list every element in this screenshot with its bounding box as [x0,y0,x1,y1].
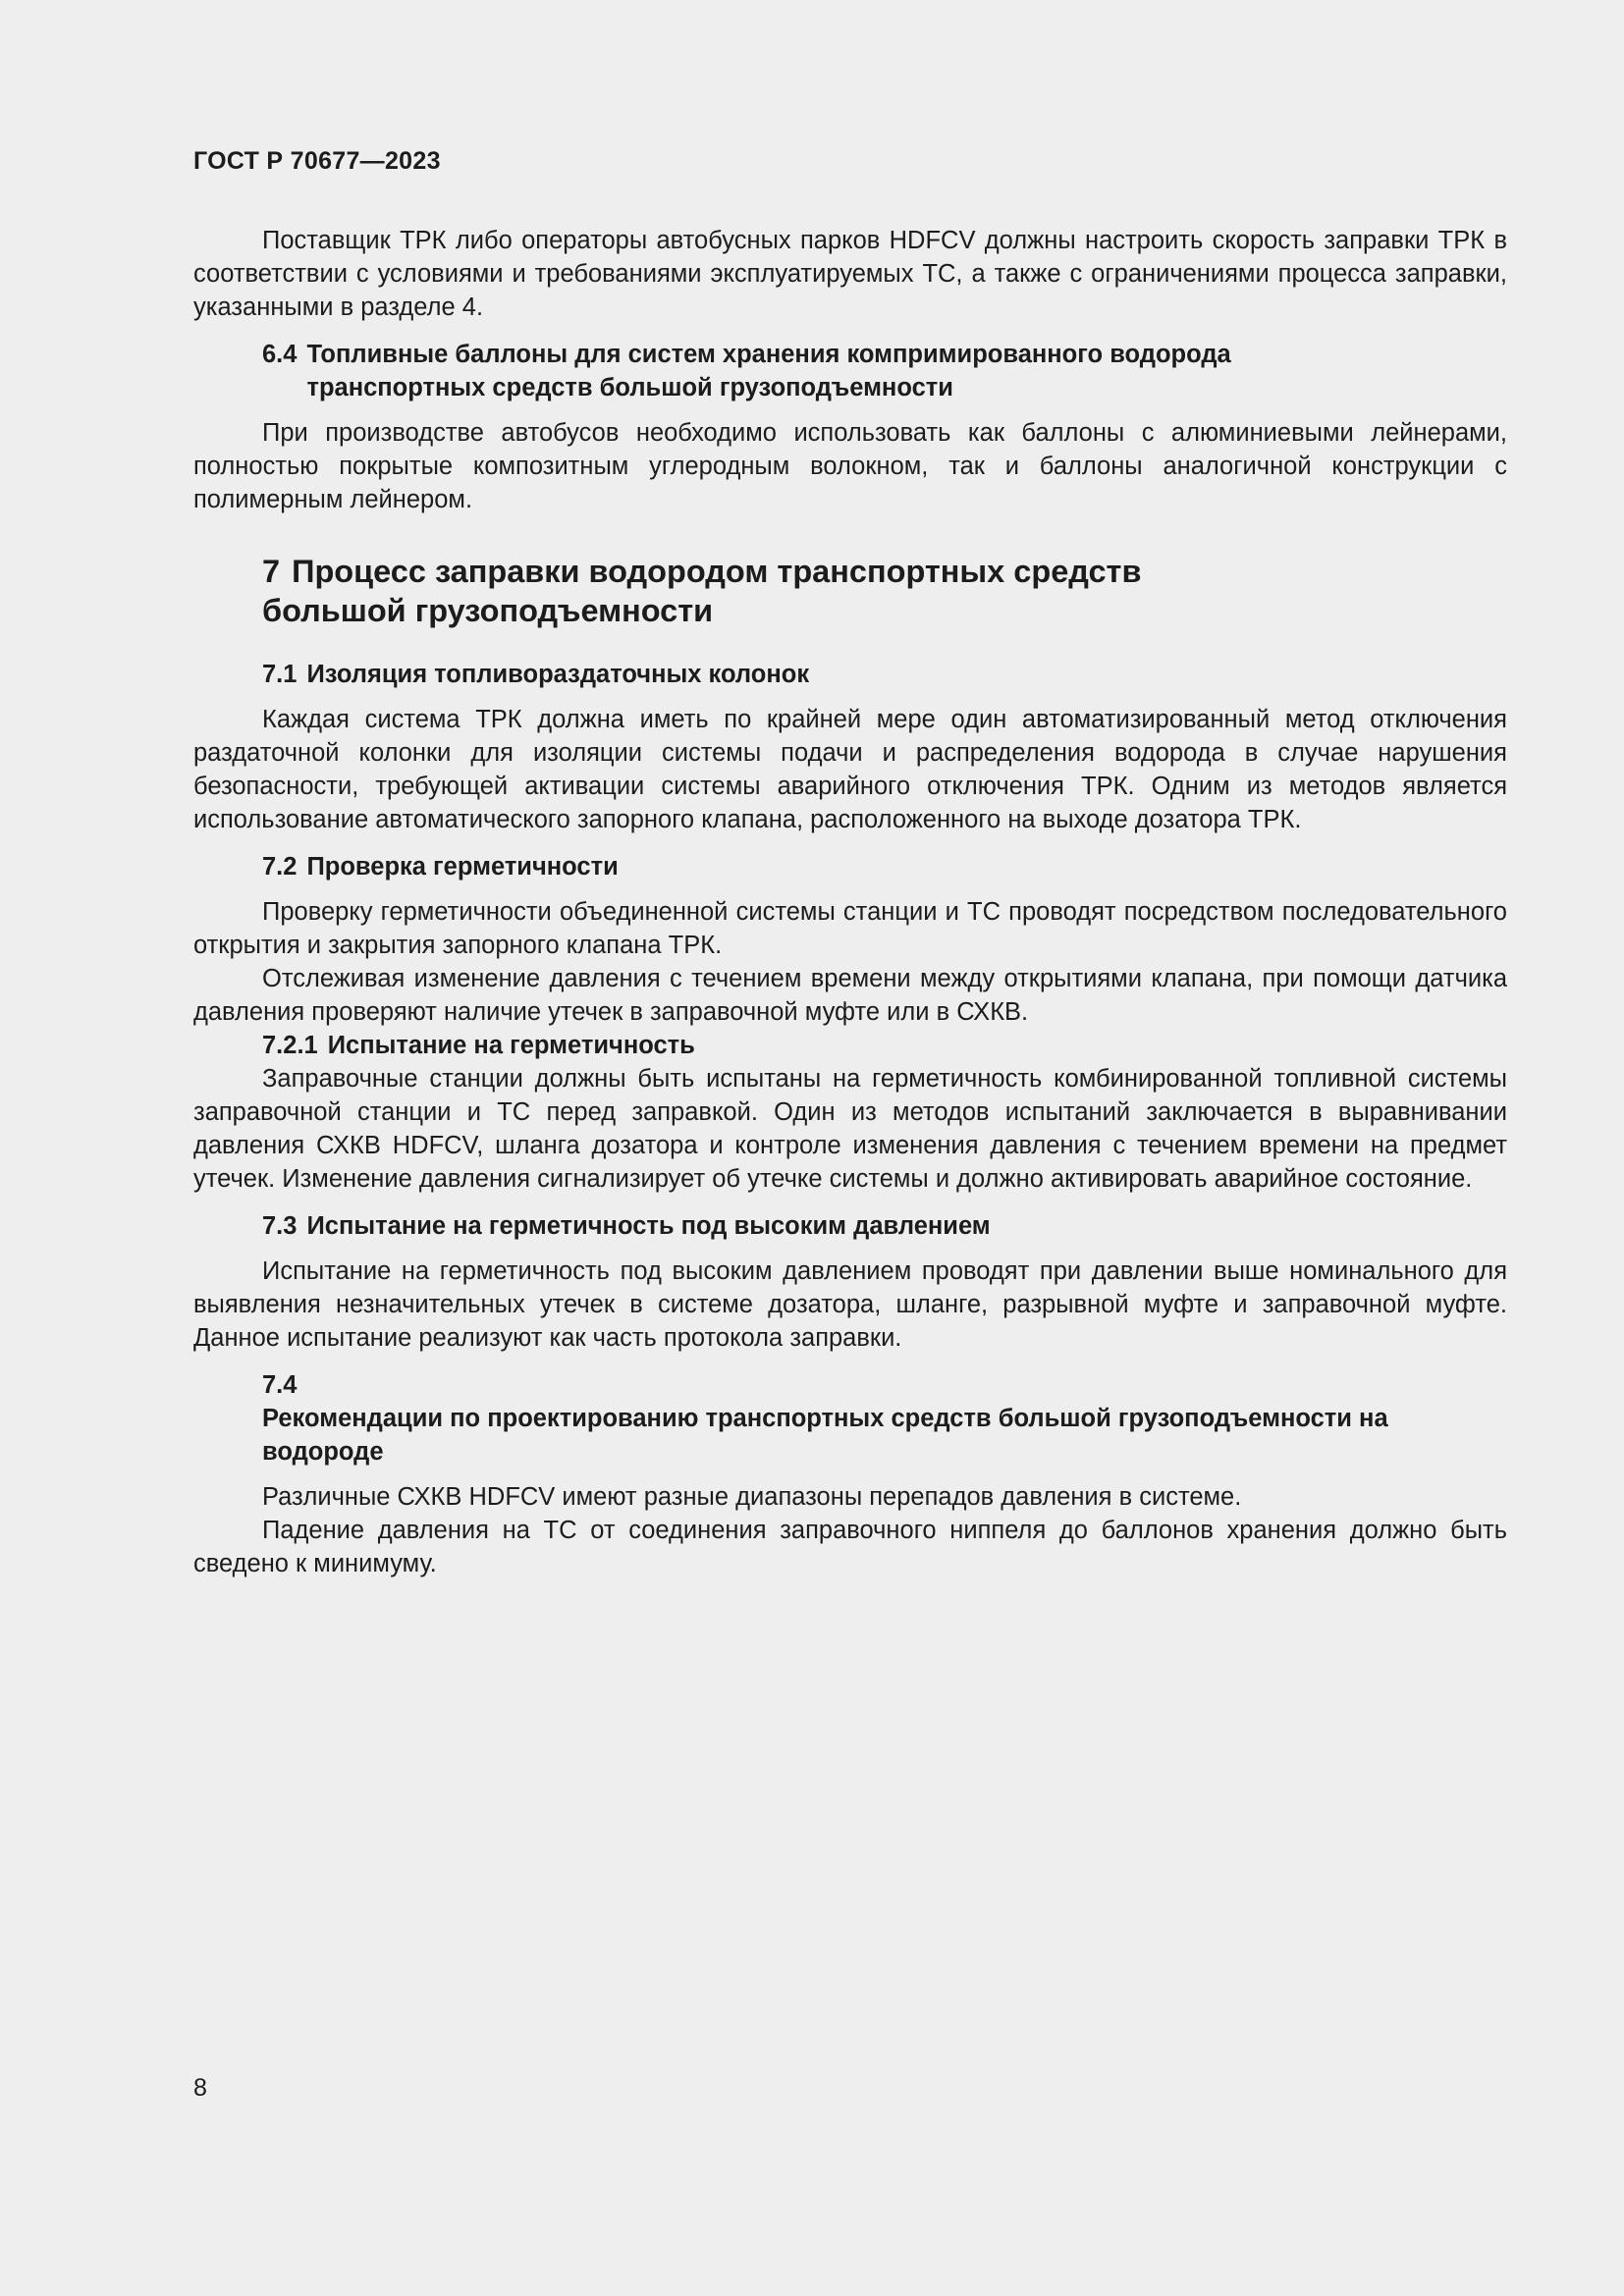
section-number: 7.1 [262,661,298,688]
section-title: Испытание на герметичность [327,1032,695,1059]
section-title: Изоляция топливораздаточных колонок [306,661,810,688]
section-7-2-1-heading [193,1029,1507,1062]
paragraph-6-4-1: При производстве автобусов необходимо использовать как баллоны с алюминиевыми лейнерами, полностью покрытые композитным углеродным волокном, так и баллоны аналогичной конструкции с полимерным лейнером. [193,419,1507,513]
section-number: 7.2.1 [262,1032,318,1059]
section-title: Проверка герметичности [306,853,619,881]
section-7-4-heading [193,1368,1507,1468]
section-title: Топливные баллоны для систем хранения компримированного водорода транспортных средств большой грузоподъемности [306,341,1231,401]
section-7-2-heading [193,850,1507,883]
section-7-1-heading [193,658,1507,691]
chapter-7-heading [193,552,1507,630]
section-title: Испытание на герметичность под высоким давлением [306,1212,991,1240]
section-number: 7.4 [262,1371,298,1399]
section-number: 7.2 [262,853,298,881]
section-title: Рекомендации по проектированию транспортных средств большой грузоподъемности на водороде [262,1405,1388,1466]
paragraph-7-3-1: Испытание на герметичность под высоким давлением проводят при давлении выше номинального для выявления незначительных утечек в системе дозатора, шланге, разрывной муфте и заправочной муфте. Данное испытание реализуют как часть протокола заправки. [193,1257,1507,1352]
section-7-3-heading [193,1209,1507,1243]
paragraph-7-1-1: Каждая система ТРК должна иметь по крайней мере один автоматизированный метод отключения раздаточной колонки для изоляции системы подачи и распределения водорода в случае нарушения безопасности, требующей активации системы аварийного отключения ТРК. Одним из методов является использование автоматического запорного клапана, расположенного на выходе дозатора ТРК. [193,706,1507,833]
paragraph-intro: Поставщик ТРК либо операторы автобусных парков HDFCV должны настроить скорость заправки ТРК в соответствии с условиями и требованиями эксплуатируемых ТС, а также с ограничениями процесса заправки, указанными в разделе 4. [193,227,1507,321]
document-body [193,224,1507,1580]
paragraph-7-4-1: Различные СХКВ HDFCV имеют разные диапазоны перепадов давления в системе. [262,1483,1242,1511]
section-6-4-heading [193,338,1507,404]
paragraph-7-2-1-1: Заправочные станции должны быть испытаны на герметичность комбинированной топливной системы заправочной станции и ТС перед заправкой. Один из методов испытаний заключается в выравнивании давления СХКВ HDFCV, шланга дозатора и контроле изменения давления с течением времени на предмет утечек. Изменение давления сигнализирует об утечке системы и должно активировать аварийное состояние. [193,1065,1507,1193]
chapter-number: 7 [262,554,281,589]
document-header: ГОСТ Р 70677—2023 [193,147,441,175]
section-number: 7.3 [262,1212,298,1240]
chapter-title-line-2: большой грузоподъемности [262,593,714,628]
page-number: 8 [193,2074,207,2102]
paragraph-7-2-2: Отслеживая изменение давления с течением времени между открытиями клапана, при помощи датчика давления проверяют наличие утечек в заправочной муфте или в СХКВ. [193,965,1507,1026]
paragraph-7-4-2: Падение давления на ТС от соединения заправочного ниппеля до баллонов хранения должно быть сведено к минимуму. [193,1517,1507,1577]
paragraph-7-2-1: Проверку герметичности объединенной системы станции и ТС проводят посредством последовательного открытия и закрытия запорного клапана ТРК. [193,898,1507,959]
chapter-title-line-1: Процесс заправки водородом транспортных средств [292,554,1142,589]
section-number: 6.4 [262,341,298,368]
